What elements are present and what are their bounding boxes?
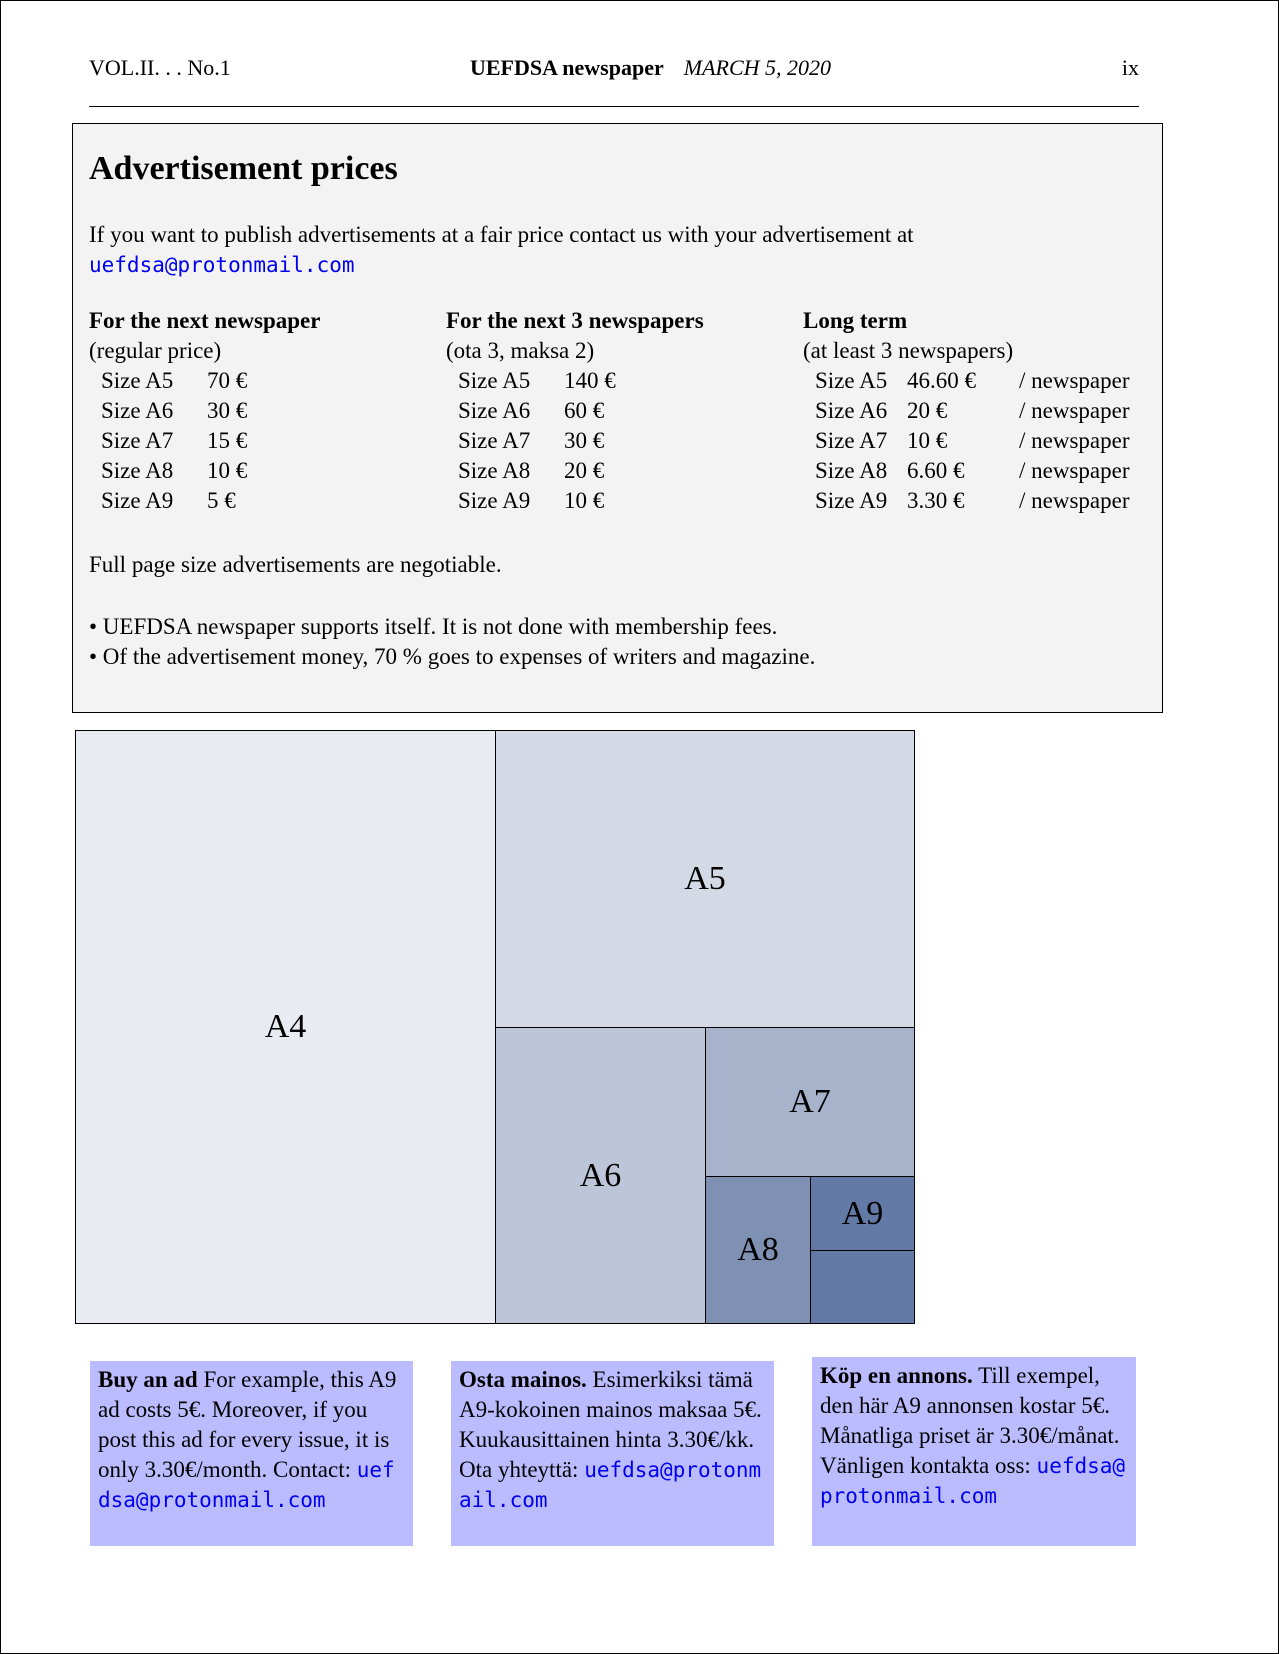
price-value: 15 € [207, 428, 248, 453]
size-label: Size A5 [458, 368, 531, 393]
price-value: 20 € [907, 398, 948, 423]
paper-label: A5 [684, 860, 726, 897]
volume-number: VOL.II. . . No.1 [89, 55, 231, 80]
price-value: 6.60 € [907, 458, 965, 483]
price-column-next [89, 306, 429, 516]
paper-size-diagram [75, 730, 915, 1324]
price-value: 3.30 € [907, 488, 965, 513]
price-value: 5 € [207, 488, 236, 513]
size-label: Size A5 [101, 368, 174, 393]
size-label: Size A7 [458, 428, 531, 453]
paper-a9 [810, 1176, 915, 1251]
ad-email-link[interactable]: uefdsa@protonmail.com [820, 1454, 1126, 1508]
size-label: Size A6 [101, 398, 174, 423]
price-row [446, 426, 786, 456]
paper-label: A7 [789, 1083, 831, 1120]
per-newspaper: / newspaper [1019, 428, 1130, 453]
ad-body: For example, this A9 ad costs 5€. Moreover, if you post this ad for every issue, it is only 3.30€/month. Contact: [98, 1367, 397, 1482]
running-header [89, 55, 1139, 87]
price-row [446, 456, 786, 486]
negotiable-note: Full page size advertisements are negotiable. [89, 552, 502, 577]
price-value: 140 € [564, 368, 616, 393]
ad-lead: Buy an ad [98, 1367, 198, 1392]
ad-body: Till exempel, den här A9 annonsen kostar 5€. Månatliga priset är 3.30€/månat. Vänligen kontakta oss: [820, 1363, 1120, 1478]
per-newspaper: / newspaper [1019, 398, 1130, 423]
price-value: 30 € [207, 398, 248, 423]
paper-label: A8 [737, 1231, 779, 1268]
price-row [446, 396, 786, 426]
column-heading: Long term [803, 308, 908, 333]
header-rule [89, 106, 1139, 107]
price-value: 70 € [207, 368, 248, 393]
column-subheading: (ota 3, maksa 2) [446, 338, 595, 363]
size-label: Size A8 [101, 458, 174, 483]
price-value: 10 € [207, 458, 248, 483]
section-title: Advertisement prices [89, 150, 398, 187]
price-row [446, 366, 786, 396]
price-row [803, 456, 1148, 486]
info-bullets [89, 612, 815, 672]
ad-swedish [812, 1357, 1136, 1546]
price-row [803, 426, 1148, 456]
ad-email-link[interactable]: uefdsa@protonmail.com [98, 1458, 395, 1512]
paper-a4 [75, 730, 496, 1324]
advertisement-prices-box [72, 123, 1163, 713]
size-label: Size A8 [815, 458, 888, 483]
intro-text: If you want to publish advertisements at a fair price contact us with your advertisement at [89, 222, 914, 247]
size-label: Size A8 [458, 458, 531, 483]
ad-lead: Osta mainos. [459, 1367, 587, 1392]
paper-name: UEFDSA newspaper [470, 55, 664, 80]
price-row [803, 366, 1148, 396]
contact-email-link[interactable]: uefdsa@protonmail.com [89, 253, 355, 277]
paper-a9-blank [810, 1250, 915, 1324]
price-column-long-term [803, 306, 1148, 516]
masthead [470, 55, 831, 81]
ad-body: Esimerkiksi tämä A9-kokoinen mainos maksaa 5€. Kuukausittainen hinta 3.30€/kk. Ota yhteyttä: [459, 1367, 762, 1482]
size-label: Size A7 [101, 428, 174, 453]
page-number: ix [1121, 55, 1139, 80]
per-newspaper: / newspaper [1019, 488, 1130, 513]
price-value: 10 € [564, 488, 605, 513]
size-label: Size A9 [815, 488, 888, 513]
paper-a6 [495, 1027, 706, 1324]
ad-lead: Köp en annons. [820, 1363, 973, 1388]
issue-date: MARCH 5, 2020 [683, 55, 832, 80]
paper-label: A9 [841, 1194, 884, 1232]
price-row [89, 396, 429, 426]
ad-english [90, 1361, 413, 1546]
price-row [89, 486, 429, 516]
price-row [803, 396, 1148, 426]
price-value: 60 € [564, 398, 605, 423]
price-row [446, 486, 786, 516]
price-row [89, 366, 429, 396]
column-heading: For the next newspaper [89, 308, 321, 333]
size-label: Size A7 [815, 428, 888, 453]
price-row [89, 456, 429, 486]
price-row [89, 426, 429, 456]
size-label: Size A6 [815, 398, 888, 423]
size-label: Size A5 [815, 368, 888, 393]
intro-paragraph [89, 220, 989, 280]
column-heading: For the next 3 newspapers [446, 308, 704, 333]
size-label: Size A9 [101, 488, 174, 513]
column-subheading: (at least 3 newspapers) [803, 338, 1014, 363]
bullet-item: • Of the advertisement money, 70 % goes to expenses of writers and magazine. [89, 644, 816, 669]
per-newspaper: / newspaper [1019, 368, 1130, 393]
price-value: 10 € [907, 428, 948, 453]
price-value: 30 € [564, 428, 605, 453]
price-column-three [446, 306, 786, 516]
size-label: Size A9 [458, 488, 531, 513]
price-row [803, 486, 1148, 516]
paper-label: A4 [264, 1008, 307, 1045]
size-label: Size A6 [458, 398, 531, 423]
ad-finnish [451, 1361, 774, 1546]
column-subheading: (regular price) [89, 338, 222, 363]
per-newspaper: / newspaper [1019, 458, 1130, 483]
paper-a7 [705, 1027, 915, 1177]
ad-email-link[interactable]: uefdsa@protonmail.com [459, 1458, 762, 1512]
price-value: 46.60 € [907, 368, 976, 393]
price-value: 20 € [564, 458, 605, 483]
paper-a5 [495, 730, 915, 1028]
bullet-item: • UEFDSA newspaper supports itself. It is not done with membership fees. [89, 614, 778, 639]
paper-label: A6 [579, 1156, 622, 1194]
paper-a8 [705, 1176, 811, 1324]
